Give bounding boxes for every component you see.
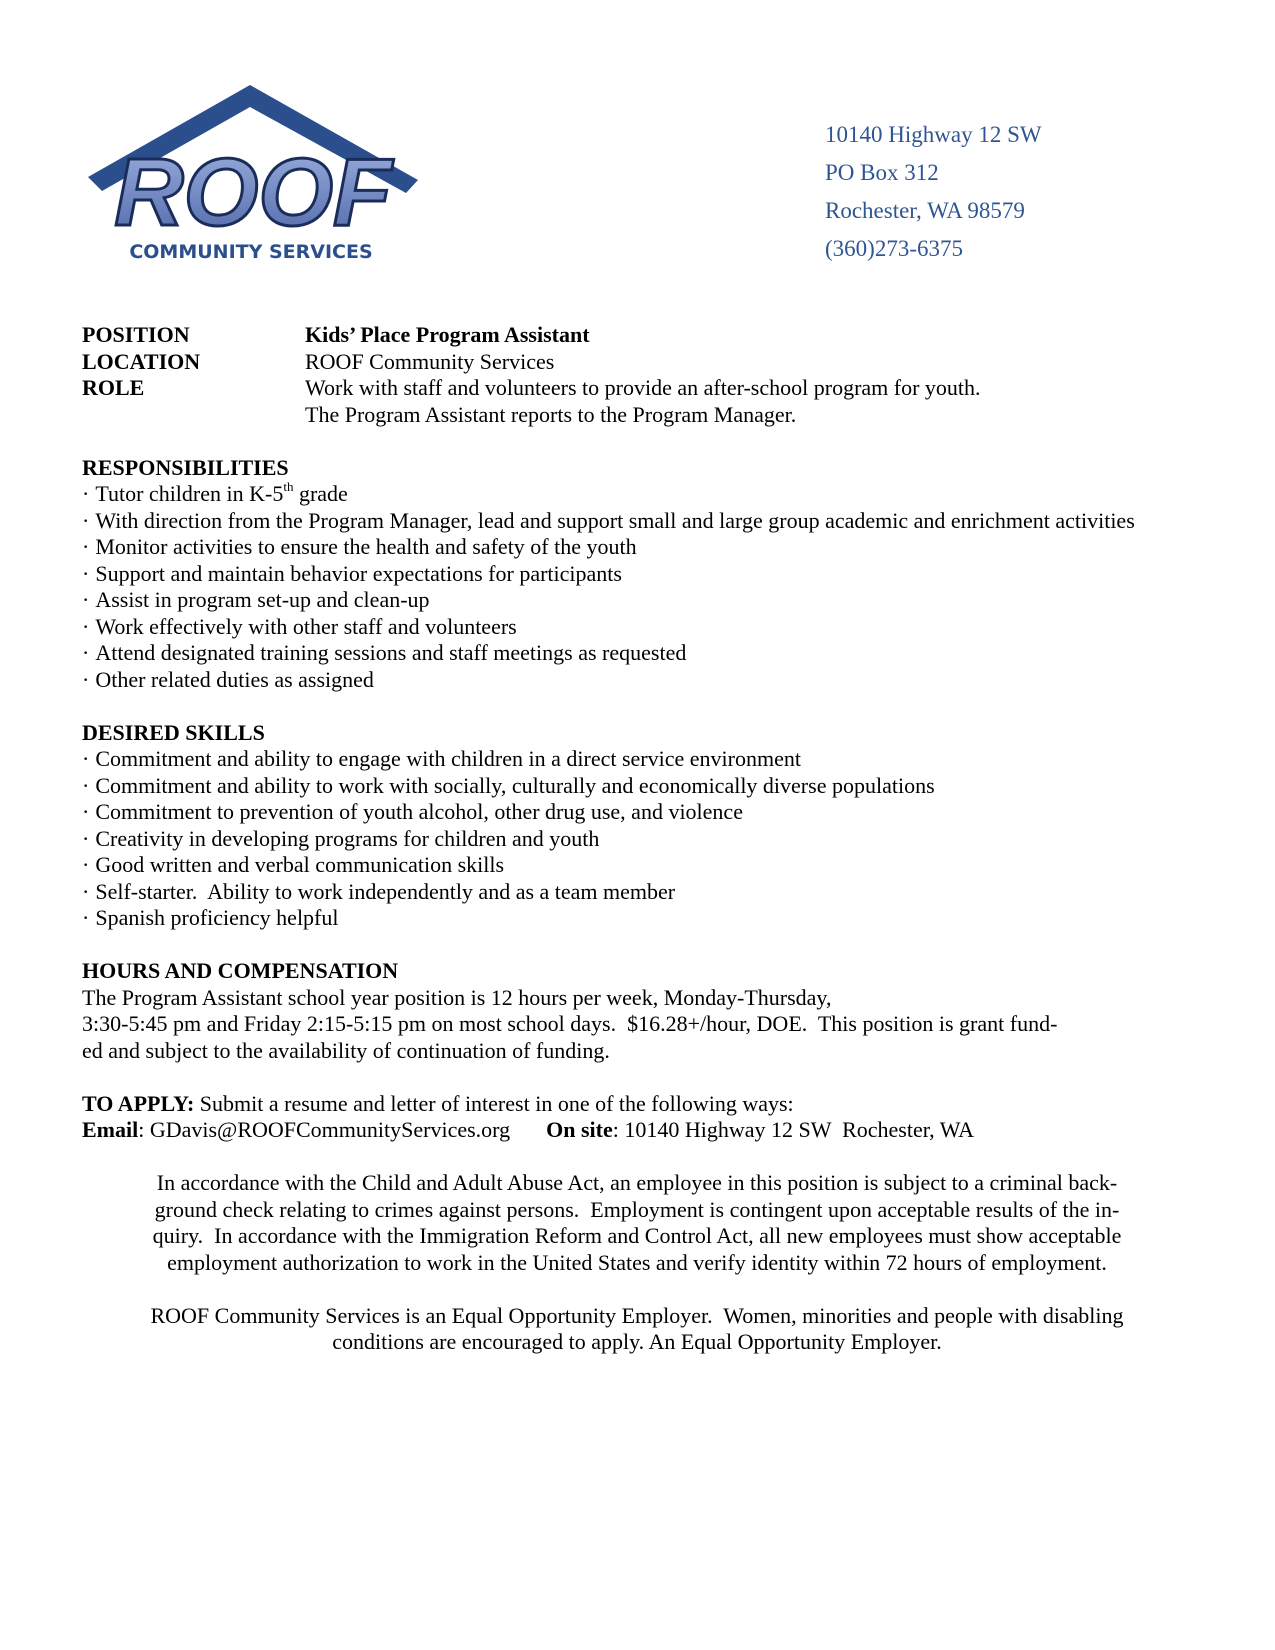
item-text: Creativity in developing programs for children and youth: [95, 825, 600, 851]
item-text: Commitment to prevention of youth alcohol, other drug use, and violence: [95, 799, 743, 824]
bullet-dot: ·: [82, 534, 90, 559]
hours-heading: HOURS AND COMPENSATION: [82, 958, 399, 983]
address-city: Rochester, WA 98579: [825, 198, 1025, 223]
list-item: [82, 614, 1192, 641]
apply-methods: [82, 1117, 1192, 1144]
location-value: ROOF Community Services: [305, 348, 555, 374]
list-item: [82, 826, 1192, 853]
address-phone: (360)273-6375: [825, 236, 963, 261]
item-text: Good written and verbal communication skills: [95, 852, 505, 877]
position-value: Kids’ Place Program Assistant: [305, 322, 590, 347]
bullet-dot: ·: [82, 746, 90, 771]
item-text: Monitor activities to ensure the health and safety of the youth: [95, 534, 637, 559]
list-item: [82, 799, 1192, 826]
list-item: [82, 587, 1192, 614]
bullet-dot: ·: [82, 799, 90, 824]
item-text: Other related duties as assigned: [95, 666, 374, 692]
role-line-1: Work with staff and volunteers to provide an after-school program for youth.: [305, 375, 981, 400]
legal-line-2: ground check relating to crimes against persons. Employment is contingent upon acceptable results of the in-: [154, 1196, 1120, 1222]
item-text: Commitment and ability to engage with children in a direct service environment: [95, 746, 801, 771]
onsite-label: On site: [546, 1117, 613, 1142]
job-posting: [82, 322, 1192, 1356]
item-text: Spanish proficiency helpful: [95, 905, 339, 930]
list-item: [82, 478, 1192, 508]
list-item: [82, 508, 1192, 535]
role-row: [82, 375, 1192, 428]
role-line-2: The Program Assistant reports to the Program Manager.: [305, 401, 797, 427]
email-label: Email: [82, 1117, 139, 1142]
bullet-dot: ·: [82, 852, 90, 877]
role-value: [305, 375, 1192, 428]
item-text: grade: [293, 481, 348, 506]
roof-logo-graphic: [88, 85, 428, 275]
position-label: POSITION: [82, 322, 190, 347]
list-item: [82, 773, 1192, 800]
list-item: [82, 534, 1192, 561]
legal-line-1: In accordance with the Child and Adult Abuse Act, an employee in this position is subject to a criminal back-: [156, 1170, 1118, 1195]
item-text: Work effectively with other staff and volunteers: [95, 613, 517, 639]
eoe-line-2: conditions are encouraged to apply. An Equal Opportunity Employer.: [332, 1329, 942, 1354]
bullet-dot: ·: [82, 587, 90, 612]
list-item: [82, 640, 1192, 667]
list-item: [82, 561, 1192, 588]
logo-word: ROOF: [114, 139, 392, 246]
apply-line: [82, 1091, 1192, 1118]
address-street: 10140 Highway 12 SW: [825, 122, 1042, 147]
hours-line-3: ed and subject to the availability of continuation of funding.: [82, 1037, 610, 1063]
item-text: Tutor children in K-5: [95, 481, 284, 506]
responsibilities-heading: RESPONSIBILITIES: [82, 454, 289, 480]
bullet-dot: ·: [82, 613, 90, 639]
hours-line-1: The Program Assistant school year position is 12 hours per week, Monday-Thursday,: [82, 984, 832, 1010]
item-text: Attend designated training sessions and staff meetings as requested: [95, 640, 687, 665]
apply-text: Submit a resume and letter of interest in one of the following ways:: [194, 1090, 794, 1116]
location-row: [82, 349, 1192, 376]
skills-heading: DESIRED SKILLS: [82, 719, 265, 745]
bullet-dot: ·: [82, 825, 90, 851]
item-text: Self-starter. Ability to work independently and as a team member: [95, 878, 676, 904]
legal-line-4: employment authorization to work in the United States and verify identity within 72 hours of employment.: [167, 1249, 1107, 1275]
list-item: [82, 879, 1192, 906]
roof-logo: [88, 85, 428, 275]
address-block: [825, 116, 1042, 268]
item-text: Commitment and ability to work with socially, culturally and economically diverse populations: [95, 772, 935, 798]
bullet-dot: ·: [82, 772, 90, 798]
address-po-box: PO Box 312: [825, 160, 939, 185]
bullet-dot: ·: [82, 481, 90, 506]
bullet-dot: ·: [82, 640, 90, 665]
list-item: [82, 667, 1192, 694]
eoe-notice: [82, 1303, 1192, 1356]
role-label: ROLE: [82, 375, 145, 400]
bullet-dot: ·: [82, 560, 90, 586]
bullet-dot: ·: [82, 666, 90, 692]
list-item: [82, 905, 1192, 932]
email-value: : GDavis@ROOFCommunityServices.org: [138, 1117, 511, 1142]
legal-line-3: quiry. In accordance with the Immigration Reform and Control Act, all new employees must show acceptable: [152, 1223, 1122, 1248]
item-text: With direction from the Program Manager, lead and support small and large group academic and enrichment activities: [95, 507, 1135, 533]
bullet-dot: ·: [82, 905, 90, 930]
eoe-line-1: ROOF Community Services is an Equal Opportunity Employer. Women, minorities and people with disabling: [150, 1302, 1124, 1328]
item-superscript: th: [283, 478, 294, 494]
bullet-dot: ·: [82, 507, 90, 533]
item-text: Support and maintain behavior expectations for participants: [95, 560, 622, 586]
position-row: [82, 322, 1192, 349]
hours-line-2: 3:30-5:45 pm and Friday 2:15-5:15 pm on most school days. $16.28+/hour, DOE. This position is grant fund-: [82, 1011, 1058, 1036]
bullet-dot: ·: [82, 878, 90, 904]
legal-notice: [82, 1170, 1192, 1276]
logo-subtitle: COMMUNITY SERVICES: [129, 241, 373, 263]
apply-label: TO APPLY:: [82, 1090, 195, 1116]
item-text: Assist in program set-up and clean-up: [95, 587, 430, 612]
onsite-value: : 10140 Highway 12 SW Rochester, WA: [612, 1117, 974, 1142]
list-item: [82, 852, 1192, 879]
list-item: [82, 746, 1192, 773]
location-label: LOCATION: [82, 348, 201, 374]
